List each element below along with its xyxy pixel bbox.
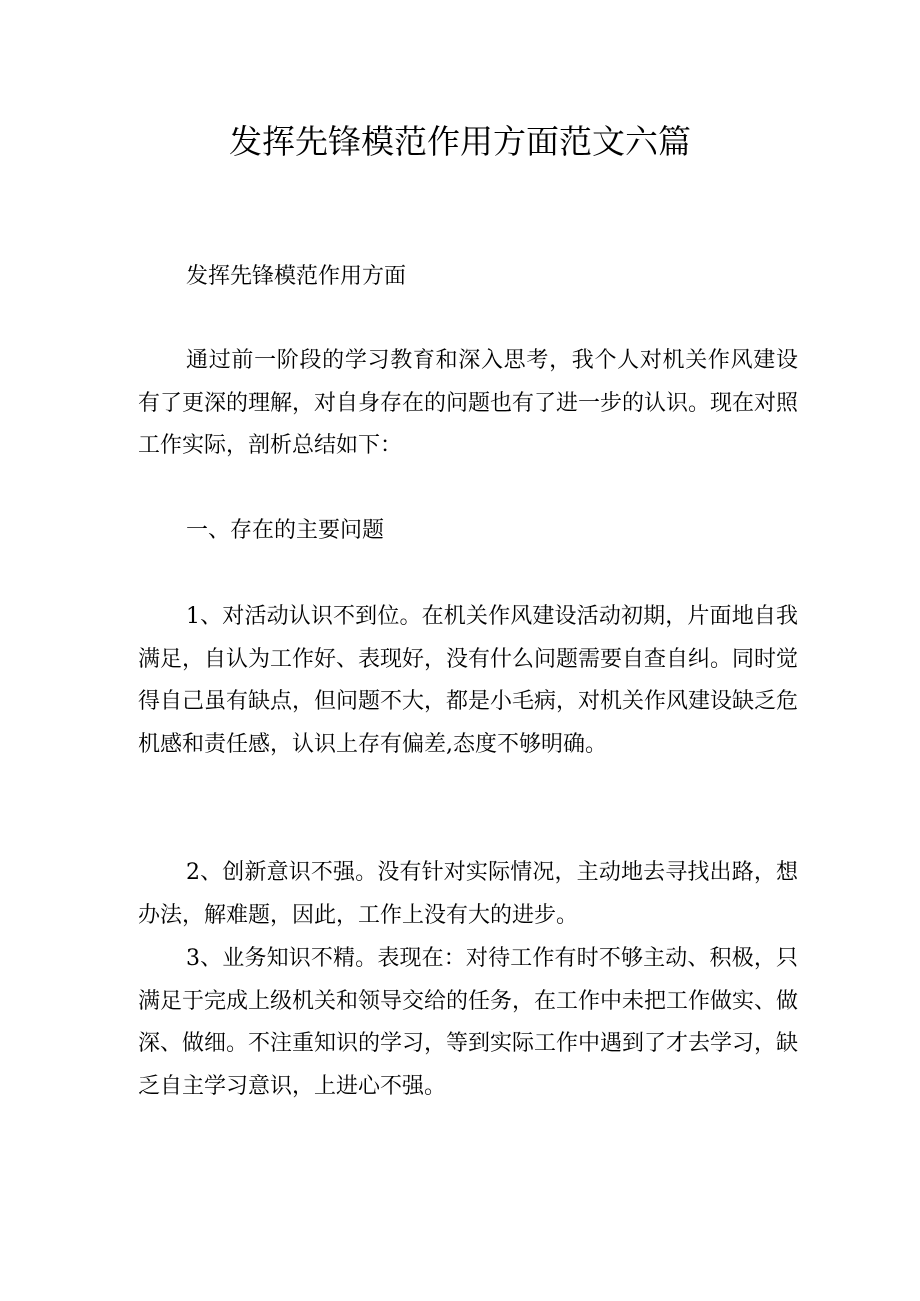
problem-item-3: 3、业务知识不精。表现在：对待工作有时不够主动、积极，只满足于完成上级机关和领导交给的任务，在工作中未把工作做实、做深、做细。不注重知识的学习，等到实际工作中遇到了才去学习，缺乏自主学习意识，上进心不强。	[138, 946, 799, 1099]
section-heading: 一、存在的主要问题	[186, 518, 385, 543]
problem-item-2: 2、创新意识不强。没有针对实际情况，主动地去寻找出路，想办法，解难题，因此，工作上没有大的进步。	[138, 860, 798, 928]
document-title: 发挥先锋模范作用方面范文六篇	[229, 122, 691, 161]
problem-item-1: 1、对活动认识不到位。在机关作风建设活动初期，片面地自我满足，自认为工作好、表现好，没有什么问题需要自查自纠。同时觉得自己虽有缺点，但问题不大，都是小毛病，对机关作风建设缺乏危机感和责任感，认识上存有偏差,态度不够明确。	[138, 604, 799, 757]
intro-paragraph: 通过前一阶段的学习教育和深入思考，我个人对机关作风建设有了更深的理解，对自身存在的问题也有了进一步的认识。现在对照工作实际，剖析总结如下：	[138, 348, 799, 458]
subtitle-paragraph: 发挥先锋模范作用方面	[186, 264, 407, 289]
